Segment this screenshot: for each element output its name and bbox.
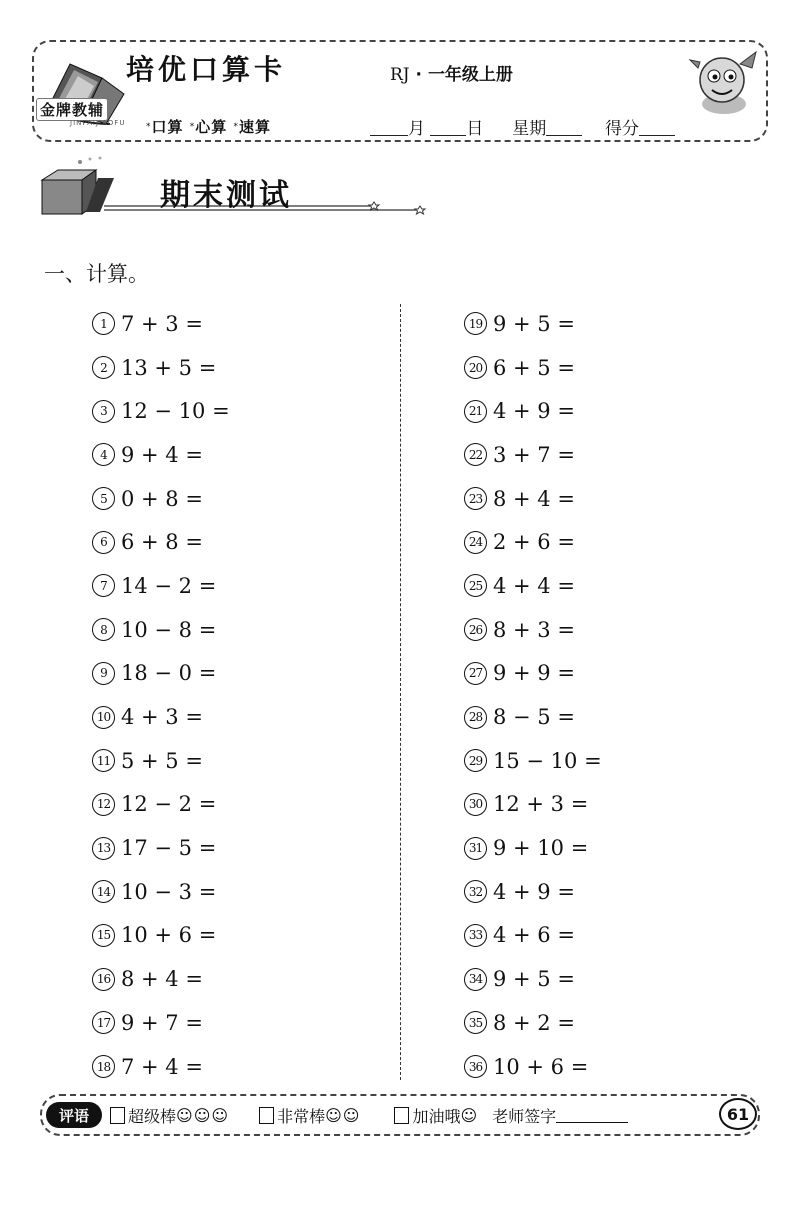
problem-expression: 10 − 8 = <box>121 617 217 642</box>
evaluation-row <box>46 1102 628 1128</box>
slogan <box>146 116 271 137</box>
day-blank[interactable] <box>430 121 466 136</box>
problem-number: 28 <box>464 706 487 729</box>
problem-expression: 4 + 9 = <box>493 879 575 904</box>
problem-item <box>464 914 602 958</box>
slogan-item: 口算 <box>151 118 184 136</box>
problem-item <box>464 608 602 652</box>
problems-left-column <box>92 302 230 1088</box>
problem-expression: 8 + 4 = <box>493 486 575 511</box>
problem-expression: 12 + 3 = <box>493 792 589 817</box>
instruction: 一、计算。 <box>44 262 149 286</box>
problem-item <box>92 302 230 346</box>
teacher-sign-blank[interactable] <box>556 1108 628 1123</box>
problem-item <box>92 739 230 783</box>
problem-item <box>92 520 230 564</box>
problem-expression: 9 + 5 = <box>493 311 575 336</box>
problem-number: 7 <box>92 574 115 597</box>
rating-option-3[interactable] <box>394 1104 478 1127</box>
problem-number: 1 <box>92 312 115 335</box>
smiley-icon: ☺☺☺ <box>176 1105 230 1125</box>
problem-item <box>92 389 230 433</box>
problem-number: 15 <box>92 924 115 947</box>
problem-expression: 14 − 2 = <box>121 573 217 598</box>
problem-item <box>92 1001 230 1045</box>
problem-item <box>464 652 602 696</box>
problem-expression: 10 + 6 = <box>121 923 217 948</box>
problem-number: 24 <box>464 531 487 554</box>
problem-item <box>92 695 230 739</box>
star-icon: * <box>233 122 239 132</box>
problem-item <box>92 433 230 477</box>
problem-number: 36 <box>464 1055 487 1078</box>
problem-item <box>464 1045 602 1089</box>
problem-item <box>464 564 602 608</box>
month-label: 月 <box>408 119 425 139</box>
problem-item <box>92 346 230 390</box>
smiley-icon: ☺☺ <box>325 1105 361 1125</box>
problem-number: 13 <box>92 837 115 860</box>
rating-checkbox[interactable] <box>394 1107 409 1124</box>
problem-expression: 9 + 5 = <box>493 967 575 992</box>
problem-item <box>464 695 602 739</box>
month-blank[interactable] <box>370 121 408 136</box>
rating-option-2[interactable] <box>259 1104 360 1127</box>
problem-expression: 7 + 4 = <box>121 1054 203 1079</box>
problem-expression: 9 + 9 = <box>493 661 575 686</box>
problem-item <box>464 346 602 390</box>
score-label: 得分 <box>605 119 640 139</box>
problem-expression: 8 + 2 = <box>493 1010 575 1035</box>
weekday-blank[interactable] <box>546 121 582 136</box>
problem-expression: 10 + 6 = <box>493 1054 589 1079</box>
problem-item <box>464 302 602 346</box>
problem-item <box>464 433 602 477</box>
slogan-item: 速算 <box>239 118 272 136</box>
problem-item <box>464 520 602 564</box>
section-title: 期末测试 <box>160 178 292 213</box>
star-icon: * <box>189 122 196 132</box>
problem-number: 17 <box>92 1011 115 1034</box>
problem-expression: 0 + 8 = <box>121 486 203 511</box>
problem-expression: 4 + 6 = <box>493 923 575 948</box>
smiley-icon: ☺ <box>460 1105 479 1125</box>
problem-number: 21 <box>464 400 487 423</box>
problem-expression: 4 + 9 = <box>493 399 575 424</box>
card-title: 培优口算卡 <box>126 53 287 86</box>
problem-expression: 15 − 10 = <box>493 748 602 773</box>
slogan-item: 心算 <box>195 118 228 136</box>
problem-number: 6 <box>92 531 115 554</box>
problem-expression: 4 + 3 = <box>121 705 203 730</box>
problem-number: 30 <box>464 793 487 816</box>
problem-number: 35 <box>464 1011 487 1034</box>
teacher-sign-label: 老师签字 <box>492 1106 557 1126</box>
problem-item <box>92 652 230 696</box>
problem-number: 23 <box>464 487 487 510</box>
brand-subtitle: JINPAIJIAOFU <box>70 119 126 127</box>
problem-expression: 8 − 5 = <box>493 705 575 730</box>
problem-number: 22 <box>464 443 487 466</box>
problem-number: 10 <box>92 706 115 729</box>
problem-item <box>92 1045 230 1089</box>
day-label: 日 <box>466 119 484 139</box>
grade-text: 一年级上册 <box>427 65 513 85</box>
problem-number: 12 <box>92 793 115 816</box>
problem-expression: 9 + 7 = <box>121 1010 203 1035</box>
rating-option-1[interactable] <box>110 1104 229 1127</box>
problem-number: 16 <box>92 968 115 991</box>
grade-dot: · <box>415 65 423 85</box>
problem-number: 5 <box>92 487 115 510</box>
problem-expression: 10 − 3 = <box>121 879 217 904</box>
problem-number: 20 <box>464 356 487 379</box>
problem-number: 2 <box>92 356 115 379</box>
star-icon: * <box>146 122 152 132</box>
column-divider <box>400 304 401 1080</box>
problem-number: 33 <box>464 924 487 947</box>
weekday-label: 星期 <box>512 119 547 139</box>
problem-item <box>92 564 230 608</box>
rating-label: 加油哦 <box>412 1106 461 1126</box>
problem-expression: 5 + 5 = <box>121 748 203 773</box>
rating-checkbox[interactable] <box>259 1107 274 1124</box>
problem-item <box>464 739 602 783</box>
problem-expression: 12 − 10 = <box>121 399 230 424</box>
problem-number: 19 <box>464 312 487 335</box>
problem-item <box>92 783 230 827</box>
problem-expression: 4 + 4 = <box>493 573 575 598</box>
problem-number: 8 <box>92 618 115 641</box>
problem-number: 3 <box>92 400 115 423</box>
problem-item <box>464 783 602 827</box>
problem-item <box>92 957 230 1001</box>
problem-item <box>92 914 230 958</box>
mascot-icon <box>686 46 762 120</box>
page-number: 61 <box>719 1098 757 1130</box>
brand-name: 金牌教辅 <box>36 98 108 121</box>
problems-right-column <box>464 302 602 1088</box>
problem-number: 26 <box>464 618 487 641</box>
problem-expression: 9 + 10 = <box>493 836 589 861</box>
problem-expression: 3 + 7 = <box>493 442 575 467</box>
grade-label <box>390 60 513 85</box>
problem-expression: 8 + 3 = <box>493 617 575 642</box>
edition-code: RJ <box>390 65 410 85</box>
problem-expression: 2 + 6 = <box>493 530 575 555</box>
problem-item <box>92 477 230 521</box>
rating-label: 非常棒 <box>277 1106 326 1126</box>
problem-number: 18 <box>92 1055 115 1078</box>
problem-number: 25 <box>464 574 487 597</box>
problem-number: 14 <box>92 880 115 903</box>
problem-number: 32 <box>464 880 487 903</box>
rating-checkbox[interactable] <box>110 1107 125 1124</box>
score-blank[interactable] <box>639 121 675 136</box>
problem-item <box>464 1001 602 1045</box>
problem-number: 27 <box>464 662 487 685</box>
problem-item <box>92 870 230 914</box>
problem-item <box>464 389 602 433</box>
rating-label: 超级棒 <box>128 1106 177 1126</box>
problem-number: 34 <box>464 968 487 991</box>
problem-expression: 6 + 8 = <box>121 530 203 555</box>
problem-number: 29 <box>464 749 487 772</box>
problem-expression: 7 + 3 = <box>121 311 203 336</box>
problem-item <box>92 608 230 652</box>
problem-expression: 13 + 5 = <box>121 355 217 380</box>
problem-item <box>464 957 602 1001</box>
problem-number: 4 <box>92 443 115 466</box>
problem-item <box>464 826 602 870</box>
problem-number: 11 <box>92 749 115 772</box>
problem-expression: 17 − 5 = <box>121 836 217 861</box>
problem-item <box>92 826 230 870</box>
problem-expression: 6 + 5 = <box>493 355 575 380</box>
problem-number: 31 <box>464 837 487 860</box>
date-fields <box>370 114 675 139</box>
problem-number: 9 <box>92 662 115 685</box>
comment-badge: 评语 <box>46 1102 102 1128</box>
problem-expression: 12 − 2 = <box>121 792 217 817</box>
problem-item <box>464 870 602 914</box>
problem-expression: 9 + 4 = <box>121 442 203 467</box>
problem-item <box>464 477 602 521</box>
problem-expression: 8 + 4 = <box>121 967 203 992</box>
problem-expression: 18 − 0 = <box>121 661 217 686</box>
